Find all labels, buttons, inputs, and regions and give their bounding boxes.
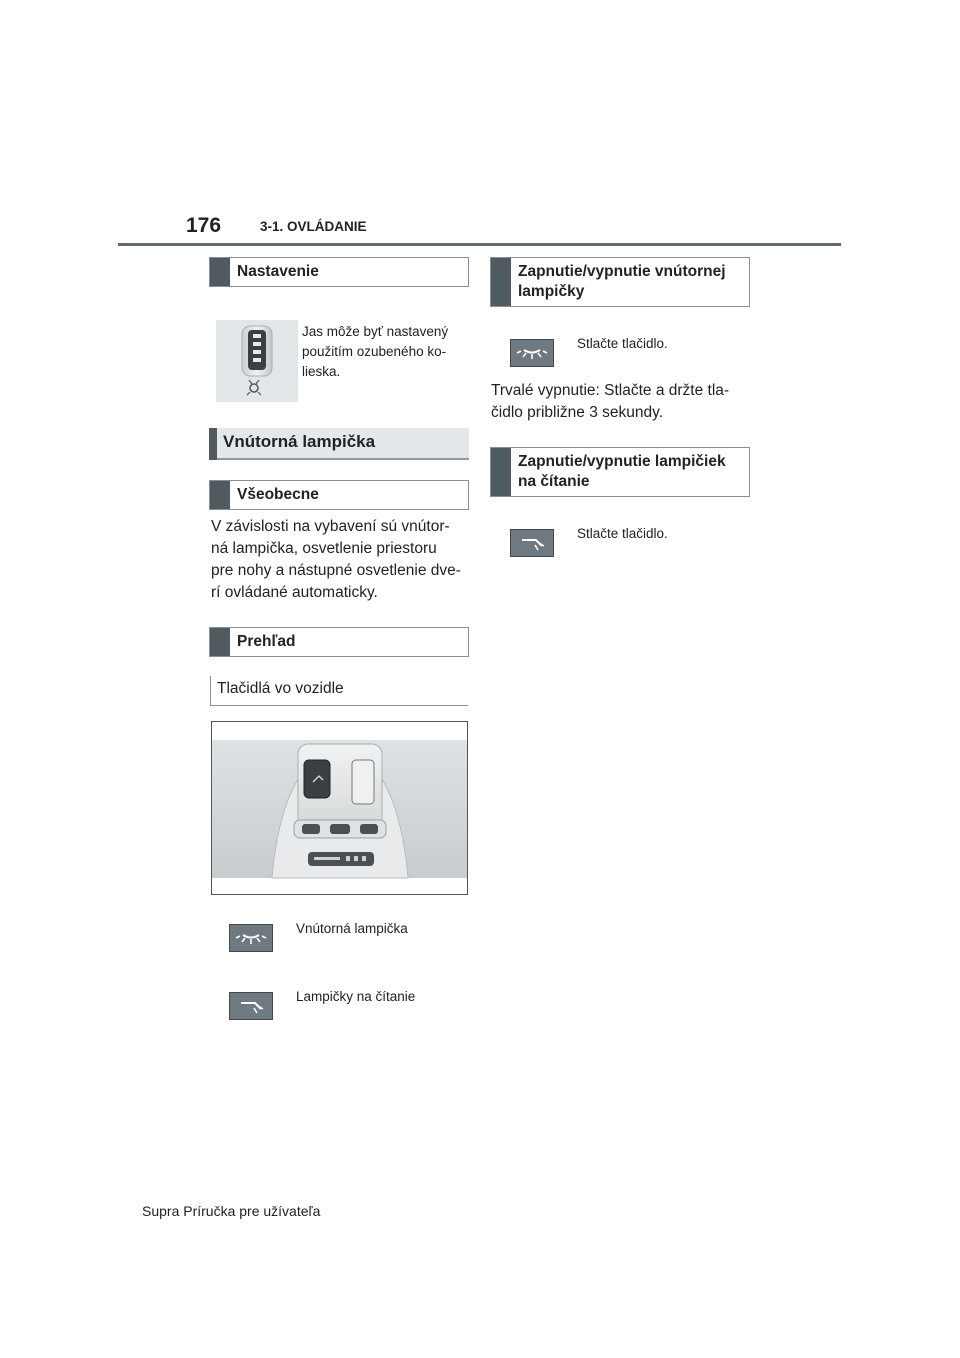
reading-toggle-instruction: Stlačte tlačidlo. xyxy=(577,526,668,541)
vseobecne-text: V závislosti na vybavení sú vnútor- ná lampička, osvetlenie priestoru pre nohy a nástupné osvetlenie dve- rí ovládané automaticky. xyxy=(211,518,461,601)
section-bar xyxy=(210,258,230,286)
section-reading-toggle xyxy=(490,447,750,497)
thumbwheel-image xyxy=(216,320,298,402)
interior-light-icon xyxy=(229,924,273,952)
section-bar xyxy=(491,258,511,306)
permanent-off-note: Trvalé vypnutie: Stlačte a držte tla- čidlo približne 3 sekundy. xyxy=(491,382,730,421)
page-number: 176 xyxy=(186,214,222,237)
chapter-heading-title: Vnútorná lampička xyxy=(223,432,376,451)
reading-light-icon xyxy=(229,992,273,1020)
overhead-console-illustration xyxy=(212,722,467,894)
header-rule xyxy=(118,243,841,246)
interior-light-label: Vnútorná lampička xyxy=(296,921,408,936)
section-title: Zapnutie/vypnutie vnútornej lampičky xyxy=(518,263,726,300)
section-prehlad xyxy=(209,627,469,657)
reading-light-label: Lampičky na čítanie xyxy=(296,989,416,1004)
section-title: Nastavenie xyxy=(237,263,319,280)
section-vseobecne xyxy=(209,480,469,510)
chapter-heading xyxy=(209,428,469,460)
interior-light-icon xyxy=(510,339,554,367)
section-title: Všeobecne xyxy=(237,486,319,503)
section-bar xyxy=(210,628,230,656)
section-bar xyxy=(491,448,511,496)
chapter-bar xyxy=(209,428,217,460)
overhead-console-image xyxy=(211,721,468,895)
section-interior-toggle xyxy=(490,257,750,307)
reading-light-icon xyxy=(510,529,554,557)
buttons-in-vehicle-label: Tlačidlá vo vozidle xyxy=(210,676,468,706)
section-title: Zapnutie/vypnutie lampičiek na čítanie xyxy=(518,453,726,490)
nastavenie-text: Jas môže byť nastavený použitím ozubeného ko- lieska. xyxy=(302,324,449,379)
interior-toggle-instruction: Stlačte tlačidlo. xyxy=(577,336,668,351)
footer-text: Supra Príručka pre užívateľa xyxy=(142,1203,321,1219)
thumbwheel-illustration xyxy=(216,320,298,402)
chapter-title: 3-1. OVLÁDANIE xyxy=(260,219,367,234)
section-bar xyxy=(210,481,230,509)
section-nastavenie xyxy=(209,257,469,287)
section-title: Prehľad xyxy=(237,633,296,650)
